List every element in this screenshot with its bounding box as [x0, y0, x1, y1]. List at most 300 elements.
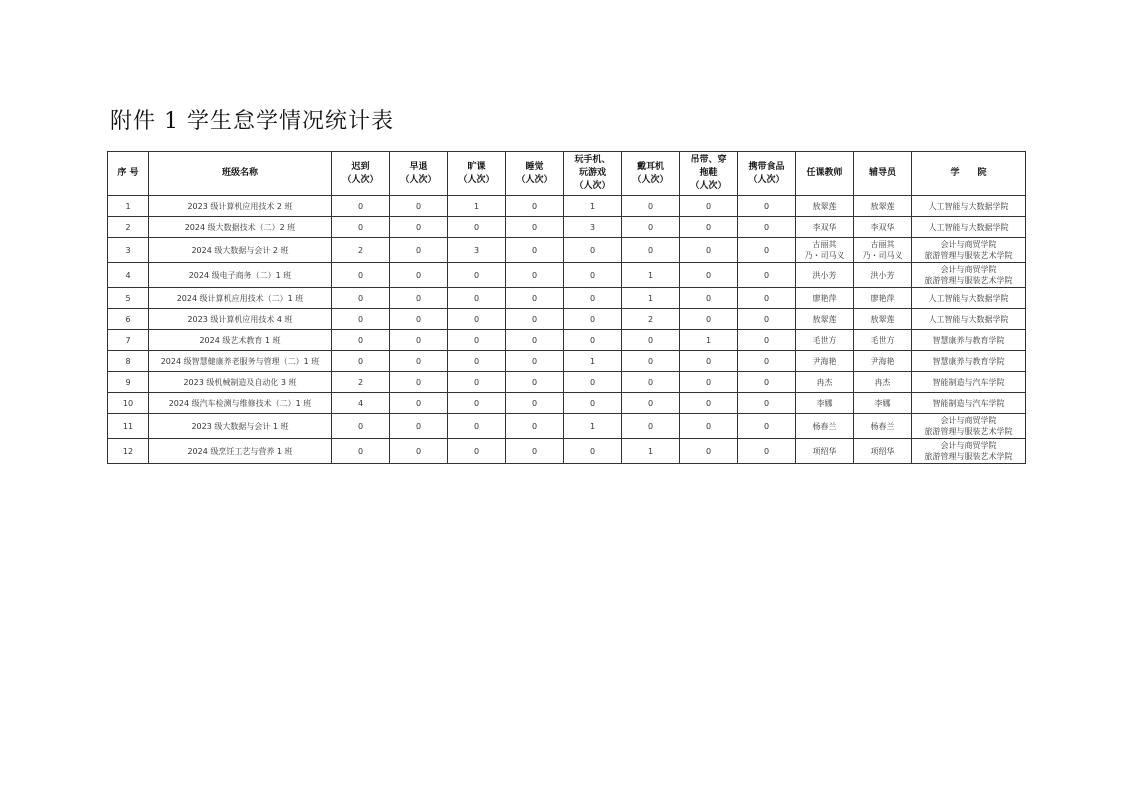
- header-absent: [448, 152, 506, 196]
- header-absent-text: 旷课: [467, 161, 486, 172]
- cell-late: [332, 217, 390, 238]
- cell-seq-text: 9: [125, 377, 131, 387]
- cell-earphone-text: 0: [647, 335, 654, 345]
- cell-phone-text: 3: [589, 222, 596, 232]
- cell-slippers: [680, 372, 738, 393]
- cell-sleep-text: 0: [531, 201, 538, 211]
- cell-counselor: [854, 309, 912, 330]
- header-food: [738, 152, 796, 196]
- cell-college-text: 会计与商贸学院: [940, 441, 997, 450]
- cell-absent-text: 0: [473, 293, 480, 303]
- cell-college-text: 会计与商贸学院: [940, 240, 997, 249]
- cell-teacher: [796, 263, 854, 288]
- cell-teacher: [796, 309, 854, 330]
- header-phone-text: 玩游戏: [578, 168, 606, 178]
- cell-class: [149, 217, 332, 238]
- header-food-text: 携带食品: [748, 161, 785, 172]
- header-earphone-text: （人次）: [632, 174, 669, 185]
- cell-earphone-text: 1: [647, 446, 654, 456]
- header-slippers: [680, 152, 738, 196]
- cell-class: [149, 288, 332, 309]
- cell-teacher-text: 古丽其: [812, 240, 837, 249]
- cell-seq: [108, 372, 149, 393]
- cell-phone: [564, 393, 622, 414]
- cell-slippers: [680, 288, 738, 309]
- cell-earphone-text: 0: [647, 377, 654, 387]
- cell-food-text: 0: [763, 446, 770, 456]
- cell-sleep-text: 0: [531, 245, 538, 255]
- cell-phone-text: 0: [589, 335, 596, 345]
- cell-college: [912, 393, 1026, 414]
- header-sleep: [506, 152, 564, 196]
- cell-sleep-text: 0: [531, 356, 538, 366]
- cell-absent: [448, 288, 506, 309]
- cell-early-text: 0: [415, 421, 422, 431]
- cell-slippers-text: 0: [705, 314, 712, 324]
- cell-class: [149, 372, 332, 393]
- cell-slippers: [680, 393, 738, 414]
- cell-college-text: 旅游管理与服装艺术学院: [924, 427, 1013, 436]
- header-early-text: 早退: [409, 161, 428, 172]
- cell-class-text: 2023 级计算机应用技术 4 班: [187, 314, 293, 324]
- header-seq: [108, 152, 149, 196]
- header-early-text: （人次）: [400, 174, 437, 185]
- cell-early: [390, 330, 448, 351]
- cell-absent-text: 1: [473, 201, 480, 211]
- header-college: [912, 152, 1026, 196]
- cell-counselor: [854, 414, 912, 439]
- cell-counselor-text: 冉杰: [874, 377, 891, 387]
- cell-sleep: [506, 238, 564, 263]
- cell-class: [149, 414, 332, 439]
- cell-sleep: [506, 372, 564, 393]
- cell-class: [149, 439, 332, 464]
- cell-teacher: [796, 351, 854, 372]
- cell-food-text: 0: [763, 377, 770, 387]
- cell-late: [332, 351, 390, 372]
- cell-absent: [448, 351, 506, 372]
- cell-college-text: 旅游管理与服装艺术学院: [924, 452, 1013, 461]
- cell-sleep-text: 0: [531, 270, 538, 280]
- cell-class: [149, 309, 332, 330]
- cell-phone-text: 0: [589, 270, 596, 280]
- cell-earphone: [622, 263, 680, 288]
- cell-college: [912, 309, 1026, 330]
- cell-counselor-text: 李双华: [870, 222, 895, 232]
- cell-earphone-text: 0: [647, 398, 654, 408]
- cell-early-text: 0: [415, 446, 422, 456]
- cell-class: [149, 238, 332, 263]
- cell-college-text: 智慧康养与教育学院: [932, 356, 1005, 366]
- table-row: [108, 330, 1026, 351]
- cell-class-text: 2023 级计算机应用技术 2 班: [187, 201, 293, 211]
- cell-counselor-text: 洪小芳: [870, 270, 895, 280]
- cell-phone-text: 1: [589, 356, 596, 366]
- cell-late-text: 0: [357, 270, 364, 280]
- cell-sleep: [506, 351, 564, 372]
- cell-teacher-text: 洪小芳: [812, 270, 837, 280]
- cell-phone: [564, 372, 622, 393]
- cell-sleep-text: 0: [531, 398, 538, 408]
- cell-seq-text: 6: [125, 314, 131, 324]
- cell-college-text: 人工智能与大数据学院: [928, 293, 1009, 303]
- cell-food-text: 0: [763, 201, 770, 211]
- cell-late: [332, 238, 390, 263]
- cell-early-text: 0: [415, 222, 422, 232]
- cell-slippers: [680, 330, 738, 351]
- table-row: [108, 288, 1026, 309]
- cell-absent-text: 0: [473, 335, 480, 345]
- cell-early-text: 0: [415, 377, 422, 387]
- cell-phone: [564, 351, 622, 372]
- cell-sleep: [506, 288, 564, 309]
- cell-earphone: [622, 288, 680, 309]
- header-slippers-text: 拖鞋: [699, 168, 718, 178]
- cell-seq-text: 2: [125, 222, 131, 232]
- cell-seq-text: 12: [122, 446, 134, 456]
- cell-food-text: 0: [763, 245, 770, 255]
- cell-sleep: [506, 309, 564, 330]
- cell-class-text: 2024 级电子商务（二）1 班: [188, 270, 292, 280]
- cell-late-text: 0: [357, 201, 364, 211]
- table-row: [108, 217, 1026, 238]
- cell-earphone-text: 0: [647, 222, 654, 232]
- cell-absent: [448, 309, 506, 330]
- cell-seq: [108, 288, 149, 309]
- cell-absent: [448, 330, 506, 351]
- cell-seq: [108, 196, 149, 217]
- table-row: [108, 372, 1026, 393]
- cell-earphone: [622, 351, 680, 372]
- cell-food-text: 0: [763, 314, 770, 324]
- cell-counselor: [854, 351, 912, 372]
- cell-slippers-text: 0: [705, 245, 712, 255]
- cell-class: [149, 351, 332, 372]
- table-row: [108, 238, 1026, 263]
- header-sleep-text: （人次）: [516, 174, 553, 185]
- cell-early: [390, 238, 448, 263]
- header-counselor: [854, 152, 912, 196]
- cell-late: [332, 414, 390, 439]
- cell-sleep: [506, 414, 564, 439]
- cell-early: [390, 263, 448, 288]
- cell-college: [912, 288, 1026, 309]
- table-row: [108, 414, 1026, 439]
- cell-phone: [564, 196, 622, 217]
- cell-late-text: 0: [357, 314, 364, 324]
- cell-phone-text: 0: [589, 398, 596, 408]
- header-class: [149, 152, 332, 196]
- cell-absent-text: 0: [473, 446, 480, 456]
- header-absent-text: （人次）: [458, 174, 495, 185]
- table-row: [108, 196, 1026, 217]
- cell-teacher: [796, 393, 854, 414]
- cell-college-text: 会计与商贸学院: [940, 416, 997, 425]
- cell-seq: [108, 414, 149, 439]
- cell-seq: [108, 330, 149, 351]
- cell-late-text: 0: [357, 446, 364, 456]
- cell-sleep: [506, 439, 564, 464]
- cell-food: [738, 217, 796, 238]
- cell-food-text: 0: [763, 356, 770, 366]
- cell-teacher: [796, 217, 854, 238]
- cell-food: [738, 330, 796, 351]
- cell-teacher-text: 尹海艳: [812, 356, 837, 366]
- cell-teacher-text: 敖翠莲: [812, 201, 837, 211]
- cell-teacher-text: 李双华: [812, 222, 837, 232]
- cell-food: [738, 439, 796, 464]
- cell-late: [332, 439, 390, 464]
- cell-phone-text: 0: [589, 245, 596, 255]
- cell-teacher: [796, 196, 854, 217]
- cell-college: [912, 414, 1026, 439]
- cell-slippers-text: 0: [705, 377, 712, 387]
- cell-college-text: 旅游管理与服装艺术学院: [924, 251, 1013, 260]
- cell-phone: [564, 439, 622, 464]
- cell-absent: [448, 414, 506, 439]
- cell-earphone: [622, 238, 680, 263]
- cell-early-text: 0: [415, 398, 422, 408]
- header-earphone: [622, 152, 680, 196]
- cell-earphone: [622, 217, 680, 238]
- cell-counselor-text: 项绍华: [870, 446, 895, 456]
- cell-class: [149, 263, 332, 288]
- cell-teacher: [796, 414, 854, 439]
- table-body: [108, 196, 1026, 464]
- header-earphone-text: 戴耳机: [636, 161, 664, 172]
- table-row: [108, 351, 1026, 372]
- cell-early: [390, 351, 448, 372]
- cell-earphone: [622, 309, 680, 330]
- cell-counselor: [854, 330, 912, 351]
- cell-class: [149, 393, 332, 414]
- cell-phone: [564, 309, 622, 330]
- cell-counselor-text: 李娜: [874, 398, 891, 408]
- cell-late-text: 0: [357, 421, 364, 431]
- cell-counselor-text: 敖翠莲: [870, 201, 895, 211]
- cell-absent-text: 0: [473, 398, 480, 408]
- cell-teacher-text: 敖翠莲: [812, 314, 837, 324]
- cell-earphone-text: 0: [647, 201, 654, 211]
- cell-college-text: 智能制造与汽车学院: [932, 398, 1005, 408]
- cell-seq: [108, 217, 149, 238]
- header-class-text: 班级名称: [221, 168, 258, 178]
- cell-slippers-text: 0: [705, 270, 712, 280]
- header-late-text: （人次）: [342, 174, 379, 185]
- cell-food: [738, 238, 796, 263]
- cell-early-text: 0: [415, 293, 422, 303]
- cell-college: [912, 196, 1026, 217]
- header-early: [390, 152, 448, 196]
- cell-late: [332, 196, 390, 217]
- cell-earphone: [622, 372, 680, 393]
- cell-college: [912, 439, 1026, 464]
- cell-college: [912, 238, 1026, 263]
- cell-late: [332, 288, 390, 309]
- cell-late-text: 2: [357, 377, 364, 387]
- cell-college: [912, 351, 1026, 372]
- cell-seq-text: 4: [125, 270, 131, 280]
- cell-earphone-text: 0: [647, 245, 654, 255]
- cell-teacher-text: 杨春兰: [812, 421, 837, 431]
- cell-absent: [448, 439, 506, 464]
- cell-slippers-text: 0: [705, 201, 712, 211]
- cell-counselor: [854, 372, 912, 393]
- cell-slippers-text: 1: [705, 335, 712, 345]
- cell-slippers: [680, 263, 738, 288]
- cell-late: [332, 330, 390, 351]
- cell-slippers: [680, 309, 738, 330]
- header-teacher: [796, 152, 854, 196]
- cell-seq-text: 11: [122, 421, 134, 431]
- cell-slippers: [680, 351, 738, 372]
- cell-counselor: [854, 238, 912, 263]
- statistics-table: [107, 151, 1026, 464]
- cell-late: [332, 393, 390, 414]
- cell-phone-text: 0: [589, 446, 596, 456]
- cell-class-text: 2024 级汽车检测与维修技术（二）1 班: [168, 398, 312, 408]
- cell-absent: [448, 196, 506, 217]
- cell-food: [738, 393, 796, 414]
- cell-food-text: 0: [763, 222, 770, 232]
- cell-food: [738, 263, 796, 288]
- header-college-text: 学 院: [950, 168, 987, 178]
- cell-late-text: 0: [357, 293, 364, 303]
- cell-counselor-text: 廖艳萍: [870, 293, 895, 303]
- cell-absent-text: 0: [473, 356, 480, 366]
- cell-class: [149, 196, 332, 217]
- cell-class-text: 2024 级计算机应用技术（二）1 班: [176, 293, 304, 303]
- cell-teacher-text: 项绍华: [812, 446, 837, 456]
- cell-counselor: [854, 288, 912, 309]
- cell-counselor-text: 乃・司马义: [862, 251, 903, 260]
- cell-early: [390, 288, 448, 309]
- cell-late: [332, 372, 390, 393]
- cell-earphone-text: 1: [647, 293, 654, 303]
- cell-seq: [108, 393, 149, 414]
- cell-counselor-text: 古丽其: [870, 240, 895, 249]
- cell-late-text: 0: [357, 222, 364, 232]
- cell-college: [912, 263, 1026, 288]
- cell-teacher: [796, 372, 854, 393]
- header-late-text: 迟到: [351, 161, 370, 172]
- cell-teacher-text: 李娜: [816, 398, 833, 408]
- cell-food-text: 0: [763, 398, 770, 408]
- cell-phone-text: 0: [589, 377, 596, 387]
- cell-slippers: [680, 217, 738, 238]
- cell-food: [738, 309, 796, 330]
- cell-counselor: [854, 196, 912, 217]
- cell-seq: [108, 351, 149, 372]
- cell-food-text: 0: [763, 270, 770, 280]
- cell-sleep-text: 0: [531, 446, 538, 456]
- cell-seq-text: 5: [125, 293, 131, 303]
- cell-food: [738, 372, 796, 393]
- cell-phone: [564, 238, 622, 263]
- cell-early-text: 0: [415, 356, 422, 366]
- cell-late: [332, 263, 390, 288]
- cell-sleep-text: 0: [531, 377, 538, 387]
- cell-teacher: [796, 288, 854, 309]
- cell-earphone-text: 2: [647, 314, 654, 324]
- cell-college-text: 人工智能与大数据学院: [928, 201, 1009, 211]
- cell-slippers-text: 0: [705, 293, 712, 303]
- cell-sleep-text: 0: [531, 293, 538, 303]
- cell-counselor-text: 尹海艳: [870, 356, 895, 366]
- cell-earphone-text: 1: [647, 270, 654, 280]
- cell-early: [390, 309, 448, 330]
- table-row: [108, 263, 1026, 288]
- cell-food: [738, 288, 796, 309]
- cell-late-text: 0: [357, 335, 364, 345]
- cell-counselor-text: 毛世方: [870, 335, 895, 345]
- cell-seq-text: 10: [122, 398, 134, 408]
- cell-earphone: [622, 414, 680, 439]
- cell-absent: [448, 238, 506, 263]
- cell-slippers: [680, 414, 738, 439]
- cell-food: [738, 196, 796, 217]
- cell-counselor-text: 敖翠莲: [870, 314, 895, 324]
- cell-college-text: 人工智能与大数据学院: [928, 314, 1009, 324]
- cell-food-text: 0: [763, 293, 770, 303]
- cell-absent-text: 0: [473, 421, 480, 431]
- cell-early: [390, 393, 448, 414]
- cell-slippers-text: 0: [705, 222, 712, 232]
- header-counselor-text: 辅导员: [868, 168, 896, 178]
- cell-class-text: 2023 级机械制造及自动化 3 班: [183, 377, 297, 387]
- cell-counselor: [854, 263, 912, 288]
- cell-phone: [564, 414, 622, 439]
- cell-absent-text: 0: [473, 314, 480, 324]
- cell-seq-text: 1: [125, 201, 131, 211]
- cell-teacher-text: 毛世方: [812, 335, 837, 345]
- cell-earphone: [622, 439, 680, 464]
- cell-counselor-text: 杨春兰: [870, 421, 895, 431]
- header-food-text: （人次）: [748, 174, 785, 185]
- table-row: [108, 393, 1026, 414]
- cell-slippers: [680, 238, 738, 263]
- cell-slippers-text: 0: [705, 421, 712, 431]
- cell-absent: [448, 263, 506, 288]
- cell-phone-text: 1: [589, 421, 596, 431]
- cell-late-text: 2: [357, 245, 364, 255]
- cell-phone: [564, 330, 622, 351]
- cell-food: [738, 414, 796, 439]
- table-row: [108, 309, 1026, 330]
- cell-teacher-text: 冉杰: [816, 377, 833, 387]
- cell-class-text: 2024 级大数据技术（二）2 班: [184, 222, 296, 232]
- cell-early-text: 0: [415, 314, 422, 324]
- cell-food-text: 0: [763, 335, 770, 345]
- header-slippers-text: （人次）: [690, 181, 727, 191]
- cell-earphone: [622, 330, 680, 351]
- cell-absent-text: 0: [473, 270, 480, 280]
- cell-class-text: 2023 级大数据与会计 1 班: [191, 421, 289, 431]
- cell-college-text: 智能制造与汽车学院: [932, 377, 1005, 387]
- cell-early-text: 0: [415, 335, 422, 345]
- cell-sleep-text: 0: [531, 335, 538, 345]
- cell-teacher: [796, 238, 854, 263]
- cell-seq: [108, 309, 149, 330]
- cell-sleep-text: 0: [531, 314, 538, 324]
- cell-slippers: [680, 196, 738, 217]
- cell-class: [149, 330, 332, 351]
- cell-seq: [108, 263, 149, 288]
- cell-food: [738, 351, 796, 372]
- cell-college: [912, 217, 1026, 238]
- header-slippers-text: 吊带、穿: [690, 155, 727, 165]
- cell-college-text: 旅游管理与服装艺术学院: [924, 276, 1013, 285]
